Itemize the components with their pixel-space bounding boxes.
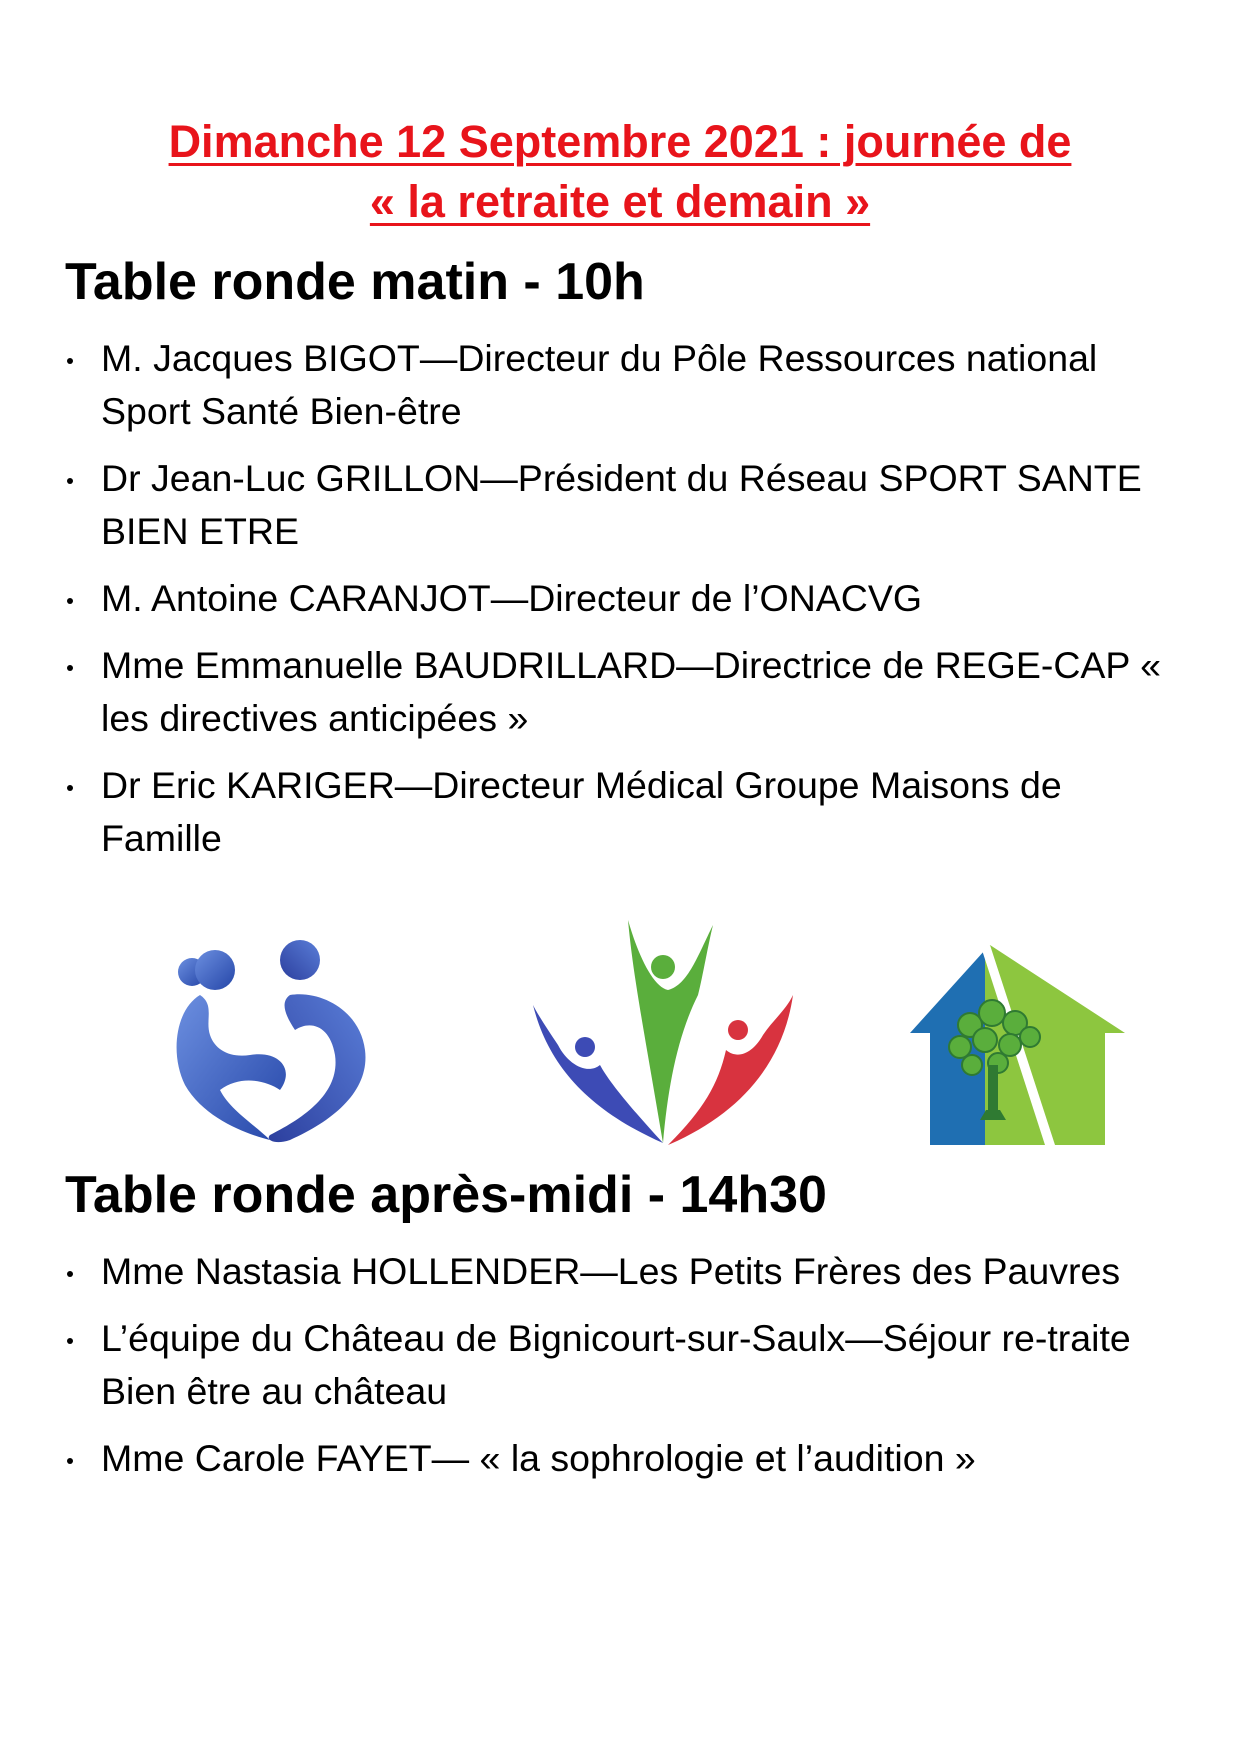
event-title-line-2: « la retraite et demain »: [369, 176, 871, 227]
morning-heading: Table ronde matin - 10h: [65, 253, 645, 311]
afternoon-heading: Table ronde après-midi - 14h30: [65, 1166, 827, 1224]
afternoon-speaker-list: [65, 1245, 1185, 1499]
list-item: Dr Jean-Luc GRILLON—Président du Réseau SPORT SANTE BIEN ETRE: [65, 452, 1185, 558]
morning-speaker-list: [65, 332, 1185, 879]
list-item: M. Antoine CARANJOT—Directeur de l’ONACVG: [65, 572, 1185, 625]
list-item: Mme Nastasia HOLLENDER—Les Petits Frères des Pauvres: [65, 1245, 1185, 1298]
event-title-line-1: Dimanche 12 Septembre 2021 : journée de: [168, 116, 1072, 167]
list-item: Dr Eric KARIGER—Directeur Médical Groupe Maisons de Famille: [65, 759, 1185, 865]
three-cheering-people-logo-icon: [528, 915, 798, 1150]
list-item: L’équipe du Château de Bignicourt-sur-Saulx—Séjour re-traite Bien être au château: [65, 1312, 1185, 1418]
house-with-tree-logo-icon: [910, 945, 1125, 1145]
partner-logos: [0, 905, 1240, 1150]
list-item: M. Jacques BIGOT—Directeur du Pôle Ressources national Sport Santé Bien-être: [65, 332, 1185, 438]
embracing-figures-heart-logo-icon: [170, 940, 390, 1150]
event-title: [0, 112, 1240, 232]
list-item: Mme Carole FAYET— « la sophrologie et l’audition »: [65, 1432, 1185, 1485]
list-item: Mme Emmanuelle BAUDRILLARD—Directrice de REGE-CAP « les directives anticipées »: [65, 639, 1185, 745]
